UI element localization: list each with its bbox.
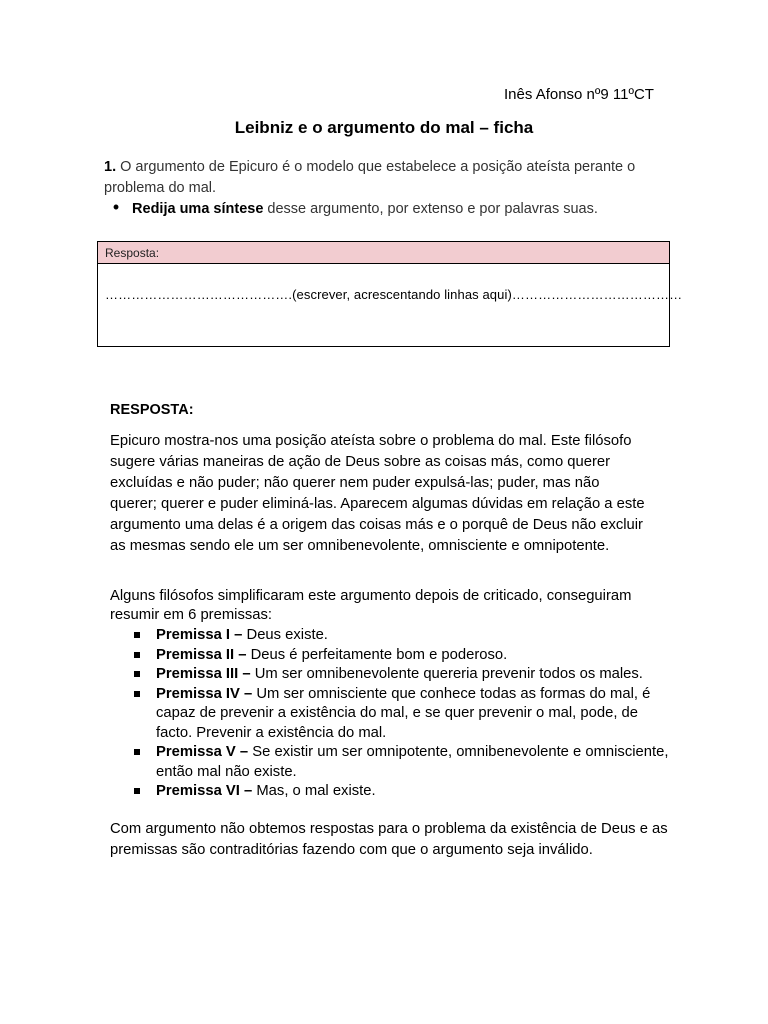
response-label: RESPOSTA: bbox=[110, 402, 194, 418]
response-paragraph-3: Com argumento não obtemos respostas para o problema da existência de Deus e as premissas são contraditórias fazendo com que o argumento seja inválido. bbox=[110, 821, 668, 858]
square-bullet-icon bbox=[134, 632, 140, 638]
list-item bbox=[110, 782, 670, 802]
premise-label: Premissa IV – bbox=[156, 685, 253, 702]
answer-box-header: Resposta: bbox=[98, 242, 669, 264]
premises-list bbox=[110, 626, 670, 802]
author-line: Inês Afonso nº9 11ºCT bbox=[504, 86, 654, 103]
premise-label: Premissa VI – bbox=[156, 783, 253, 799]
list-item bbox=[110, 743, 670, 782]
question-1 bbox=[104, 157, 664, 199]
bullet-icon: • bbox=[112, 197, 120, 217]
list-item bbox=[110, 626, 670, 646]
premise-text: Um ser omnibenevolente quereria prevenir todos os males. bbox=[250, 666, 643, 682]
instruction-rest: desse argumento, por extenso e por palavras suas. bbox=[263, 201, 598, 217]
list-item bbox=[110, 665, 670, 685]
square-bullet-icon bbox=[134, 788, 140, 794]
page-title: Leibniz e o argumento do mal – ficha bbox=[234, 118, 534, 137]
premise-label: Premissa V – bbox=[156, 744, 249, 760]
premise-label: Premissa III – bbox=[156, 666, 251, 682]
answer-placeholder-line: …………………………………….(escrever, acrescentando linhas aqui)………………………………… bbox=[105, 287, 683, 302]
premise-text: Um ser omnisciente que conhece todas as formas do mal, é capaz de prevenir a existência do mal, e se quer prevenir o mal, pode, de facto. Prevenir a existência do mal. bbox=[156, 685, 651, 741]
question-number: 1. bbox=[104, 159, 117, 175]
premise-text: Mas, o mal existe. bbox=[252, 783, 376, 799]
premise-label: Premissa II – bbox=[156, 646, 247, 663]
premise-label: Premissa I – bbox=[156, 627, 243, 643]
premise-text: Deus é perfeitamente bom e poderoso. bbox=[246, 646, 508, 663]
answer-box bbox=[97, 241, 683, 347]
square-bullet-icon bbox=[134, 671, 140, 677]
response-paragraph-1: Epicuro mostra-nos uma posição ateísta sobre o problema do mal. Este filósofo sugere várias maneiras de ação de Deus sobre as coisas más, como querer excluídas e não puder; não querer nem puder expulsá-las; puder, mas não querer; querer e puder eliminá-las. Aparecem algumas dúvidas em relação a este argumento uma delas é a origem das coisas más e o porquê de Deus não excluir as mesmas sendo ele um ser omnibenevolente, omnisciente e omnipotente. bbox=[110, 433, 645, 554]
question-text: O argumento de Epicuro é o modelo que estabelece a posição ateísta perante o problema do mal. bbox=[104, 159, 636, 196]
list-item bbox=[110, 646, 670, 666]
square-bullet-icon bbox=[134, 749, 140, 755]
square-bullet-icon bbox=[134, 691, 140, 697]
premise-text: Deus existe. bbox=[242, 627, 328, 643]
square-bullet-icon bbox=[134, 652, 140, 658]
response-paragraph-2: Alguns filósofos simplificaram este argumento depois de criticado, conseguiram resumir em 6 premissas: bbox=[110, 588, 632, 623]
instruction-bold: Redija uma síntese bbox=[132, 201, 264, 217]
question-instruction bbox=[104, 197, 598, 217]
list-item bbox=[110, 685, 670, 744]
premise-text: Se existir um ser omnipotente, omnibenevolente e omnisciente, então mal não existe. bbox=[156, 744, 669, 780]
